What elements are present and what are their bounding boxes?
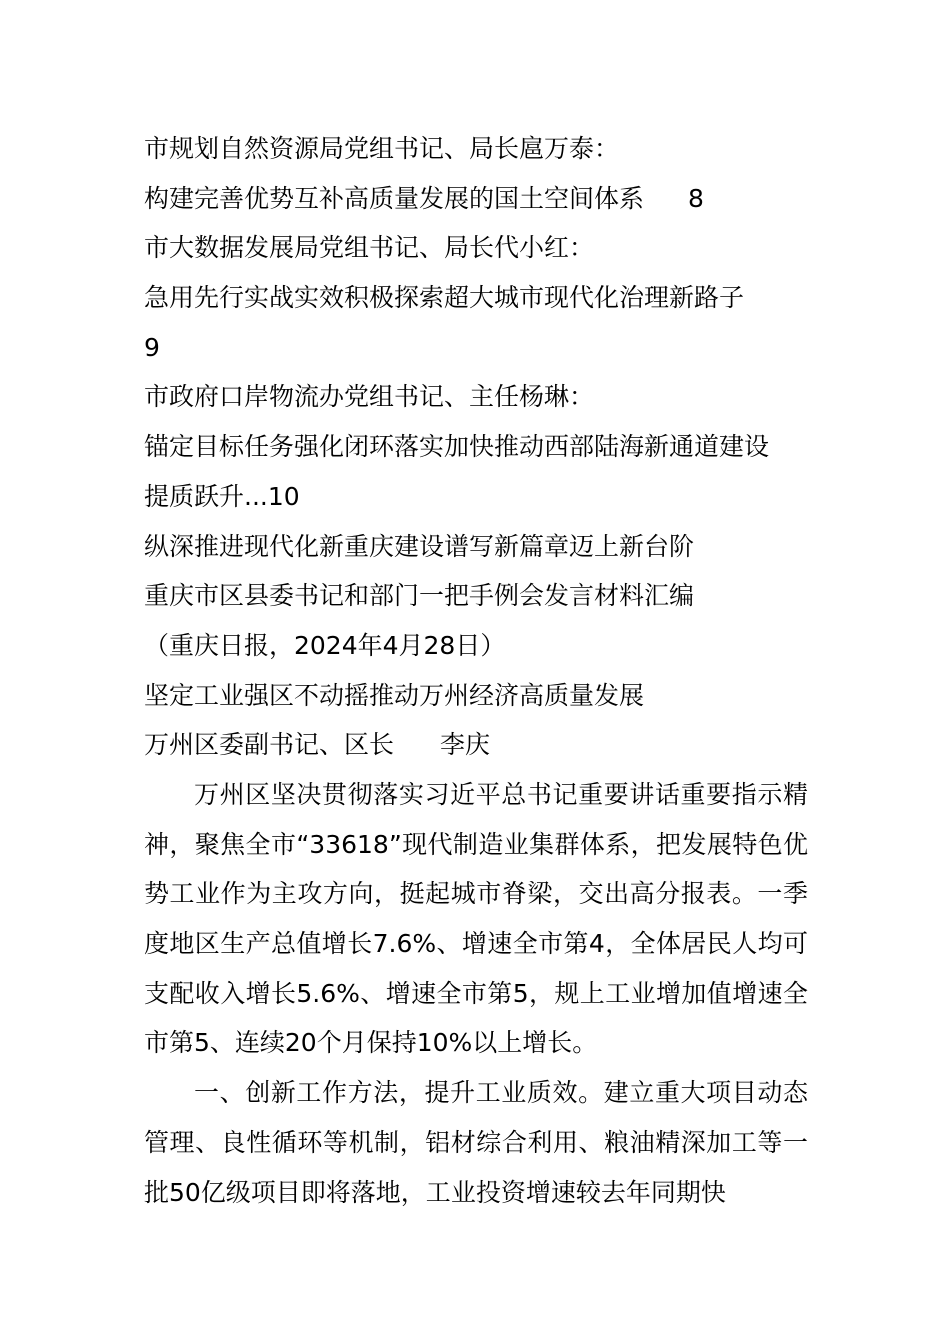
- toc-author-text: 市规划自然资源局党组书记、局长扈万泰：: [144, 134, 620, 163]
- toc-title-text: 构建完善优势互补高质量发展的国土空间体系: [144, 183, 645, 213]
- article-title: [144, 671, 808, 721]
- document-page: [144, 124, 808, 1217]
- section-subheadline: [144, 571, 808, 621]
- section-source: [144, 621, 808, 671]
- toc-author-text: 市大数据发展局党组书记、局长代小红：: [144, 233, 595, 263]
- toc-entry-author: [144, 124, 808, 174]
- toc-title-text: 急用先行实战实效积极探索超大城市现代化治理新路子: [144, 283, 745, 313]
- toc-page-number: 8: [688, 183, 704, 213]
- section-source-text: （重庆日报，2024年4月28日）: [144, 630, 506, 660]
- toc-title-text: 提质跃升...10: [144, 481, 300, 511]
- section-headline: [144, 522, 808, 572]
- toc-entry-title: [144, 273, 808, 323]
- article-byline: [144, 720, 808, 770]
- article-title-text: 坚定工业强区不动摇推动万州经济高质量发展: [144, 680, 645, 710]
- toc-page-number: [144, 323, 808, 373]
- toc-entry-title: [144, 174, 808, 224]
- article-paragraph: 万州区坚决贯彻落实习近平总书记重要讲话重要指示精神，聚焦全市“33618”现代制造业集群体系，把发展特色优势工业作为主攻方向，挺起城市脊梁，交出高分报表。一季度地区生产总值增长7.6%、增速全市第4，全体居民人均可支配收入增长5.6%、增速全市第5，规上工业增加值增速全市第5、连续20个月保持10%以上增长。: [144, 779, 808, 1058]
- toc-entry-author: [144, 372, 808, 422]
- toc-entry-author: [144, 223, 808, 273]
- toc-page-number-text: 9: [144, 332, 160, 362]
- author-role: 万州区委副书记、区长: [144, 730, 395, 760]
- toc-entry-title-continued: [144, 472, 808, 522]
- toc-title-text: 锚定目标任务强化闭环落实加快推动西部陆海新通道建设: [144, 432, 770, 462]
- article-paragraph: 一、创新工作方法，提升工业质效。建立重大项目动态管理、良性循环等机制，铝材综合利用、粮油精深加工等一批50亿级项目即将落地，工业投资增速较去年同期快: [144, 1078, 808, 1207]
- section-headline-text: 纵深推进现代化新重庆建设谱写新篇章迈上新台阶: [144, 531, 695, 561]
- toc-entry-title: [144, 422, 808, 472]
- toc-author-text: 市政府口岸物流办党组书记、主任杨琳：: [144, 382, 595, 412]
- section-subheadline-text: 重庆市区县委书记和部门一把手例会发言材料汇编: [144, 581, 695, 611]
- author-name: 李庆: [440, 730, 491, 760]
